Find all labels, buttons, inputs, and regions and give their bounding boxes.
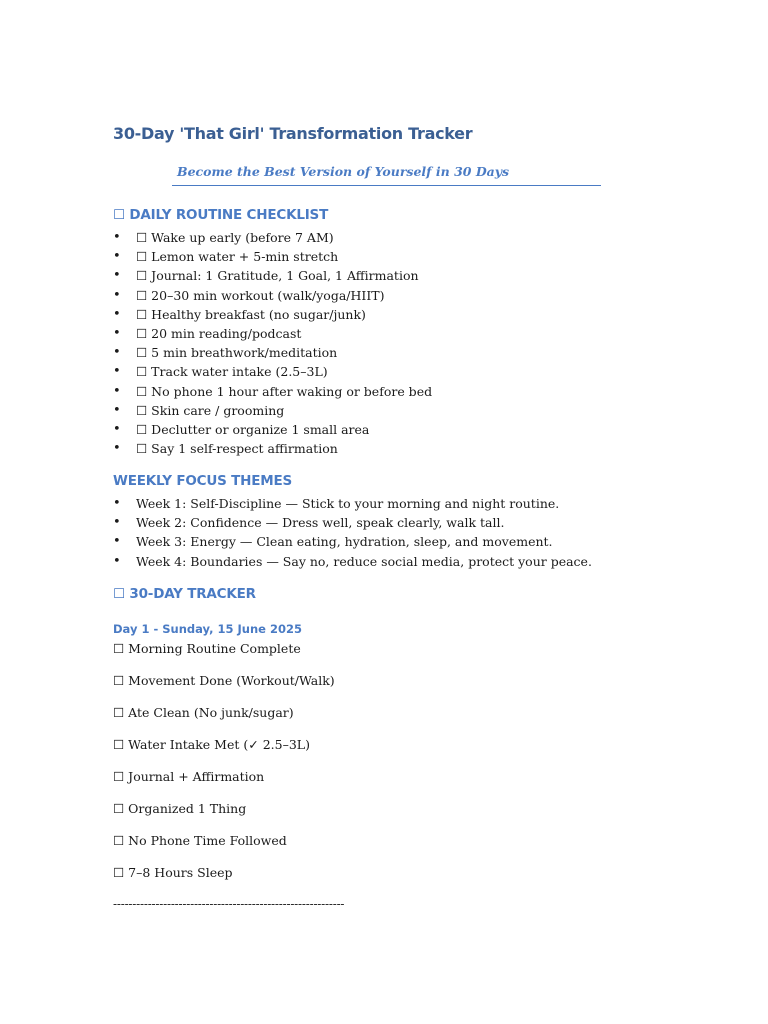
list-item[interactable] bbox=[113, 401, 432, 420]
daily-routine-list bbox=[113, 228, 432, 458]
list-item bbox=[113, 532, 592, 551]
tracker-item[interactable]: ☐ Ate Clean (No junk/sugar) bbox=[113, 705, 294, 720]
weekly-focus-heading: WEEKLY FOCUS THEMES bbox=[113, 473, 293, 489]
bullet-icon: • bbox=[113, 383, 121, 399]
bullet-icon: • bbox=[113, 268, 121, 284]
list-item[interactable] bbox=[113, 286, 432, 305]
bullet-icon: • bbox=[113, 534, 121, 550]
tracker-item[interactable]: ☐ Morning Routine Complete bbox=[113, 641, 301, 656]
list-item[interactable] bbox=[113, 266, 432, 285]
list-item bbox=[113, 552, 592, 571]
bullet-icon: • bbox=[113, 441, 121, 457]
bullet-icon: • bbox=[113, 402, 121, 418]
tracker-item[interactable]: ☐ Water Intake Met (✓ 2.5–3L) bbox=[113, 737, 310, 752]
list-item-text: ☐ 20–30 min workout (walk/yoga/HIIT) bbox=[136, 287, 385, 303]
list-item-text: Week 4: Boundaries — Say no, reduce social media, protect your peace. bbox=[136, 553, 592, 569]
bullet-icon: • bbox=[113, 325, 121, 341]
list-item-text: ☐ Lemon water + 5-min stretch bbox=[136, 249, 339, 265]
list-item[interactable] bbox=[113, 439, 432, 458]
list-item-text: ☐ No phone 1 hour after waking or before bed bbox=[136, 383, 433, 399]
document-title: 30-Day 'That Girl' Transformation Tracker bbox=[113, 124, 473, 143]
list-item-text: Week 1: Self-Discipline — Stick to your morning and night routine. bbox=[136, 496, 560, 511]
bullet-icon: • bbox=[113, 364, 121, 380]
section-divider: ------------------------------------------------------------ bbox=[113, 897, 345, 911]
bullet-icon: • bbox=[113, 230, 121, 245]
tracker-item[interactable]: ☐ Journal + Affirmation bbox=[113, 769, 265, 784]
list-item[interactable] bbox=[113, 247, 432, 266]
list-item[interactable] bbox=[113, 382, 432, 401]
document-subtitle: Become the Best Version of Yourself in 30 Days bbox=[177, 164, 510, 179]
list-item-text: ☐ Say 1 self-respect affirmation bbox=[136, 441, 338, 457]
list-item-text: ☐ 5 min breathwork/meditation bbox=[136, 345, 338, 361]
tracker-item[interactable]: ☐ No Phone Time Followed bbox=[113, 833, 287, 848]
list-item-text: ☐ Skin care / grooming bbox=[136, 402, 285, 418]
list-item-text: ☐ Track water intake (2.5–3L) bbox=[136, 364, 328, 380]
list-item-text: ☐ Healthy breakfast (no sugar/junk) bbox=[136, 306, 366, 322]
list-item[interactable] bbox=[113, 228, 432, 247]
list-item-text: ☐ 20 min reading/podcast bbox=[136, 325, 302, 341]
bullet-icon: • bbox=[113, 421, 121, 437]
list-item-text: ☐ Wake up early (before 7 AM) bbox=[136, 230, 334, 245]
list-item[interactable] bbox=[113, 305, 432, 324]
list-item-text: Week 2: Confidence — Dress well, speak clearly, walk tall. bbox=[136, 515, 505, 531]
day-heading: Day 1 - Sunday, 15 June 2025 bbox=[113, 622, 302, 636]
weekly-focus-list bbox=[113, 494, 592, 571]
list-item[interactable] bbox=[113, 362, 432, 381]
bullet-icon: • bbox=[113, 553, 121, 569]
bullet-icon: • bbox=[113, 496, 121, 511]
bullet-icon: • bbox=[113, 515, 121, 531]
list-item bbox=[113, 494, 592, 513]
daily-routine-heading: ☐ DAILY ROUTINE CHECKLIST bbox=[113, 207, 329, 223]
list-item-text: ☐ Declutter or organize 1 small area bbox=[136, 421, 370, 437]
bullet-icon: • bbox=[113, 345, 121, 361]
list-item[interactable] bbox=[113, 324, 432, 343]
tracker-item[interactable]: ☐ 7–8 Hours Sleep bbox=[113, 865, 233, 880]
tracker-list bbox=[113, 640, 335, 896]
list-item-text: ☐ Journal: 1 Gratitude, 1 Goal, 1 Affirmation bbox=[136, 268, 419, 284]
list-item bbox=[113, 513, 592, 532]
list-item-text: Week 3: Energy — Clean eating, hydration, sleep, and movement. bbox=[136, 534, 553, 550]
tracker-item[interactable]: ☐ Movement Done (Workout/Walk) bbox=[113, 673, 335, 688]
bullet-icon: • bbox=[113, 287, 121, 303]
tracker-item[interactable]: ☐ Organized 1 Thing bbox=[113, 801, 247, 816]
list-item[interactable] bbox=[113, 343, 432, 362]
subtitle-block bbox=[172, 161, 601, 186]
bullet-icon: • bbox=[113, 306, 121, 322]
bullet-icon: • bbox=[113, 249, 121, 265]
tracker-heading: ☐ 30-DAY TRACKER bbox=[113, 586, 256, 602]
list-item[interactable] bbox=[113, 420, 432, 439]
